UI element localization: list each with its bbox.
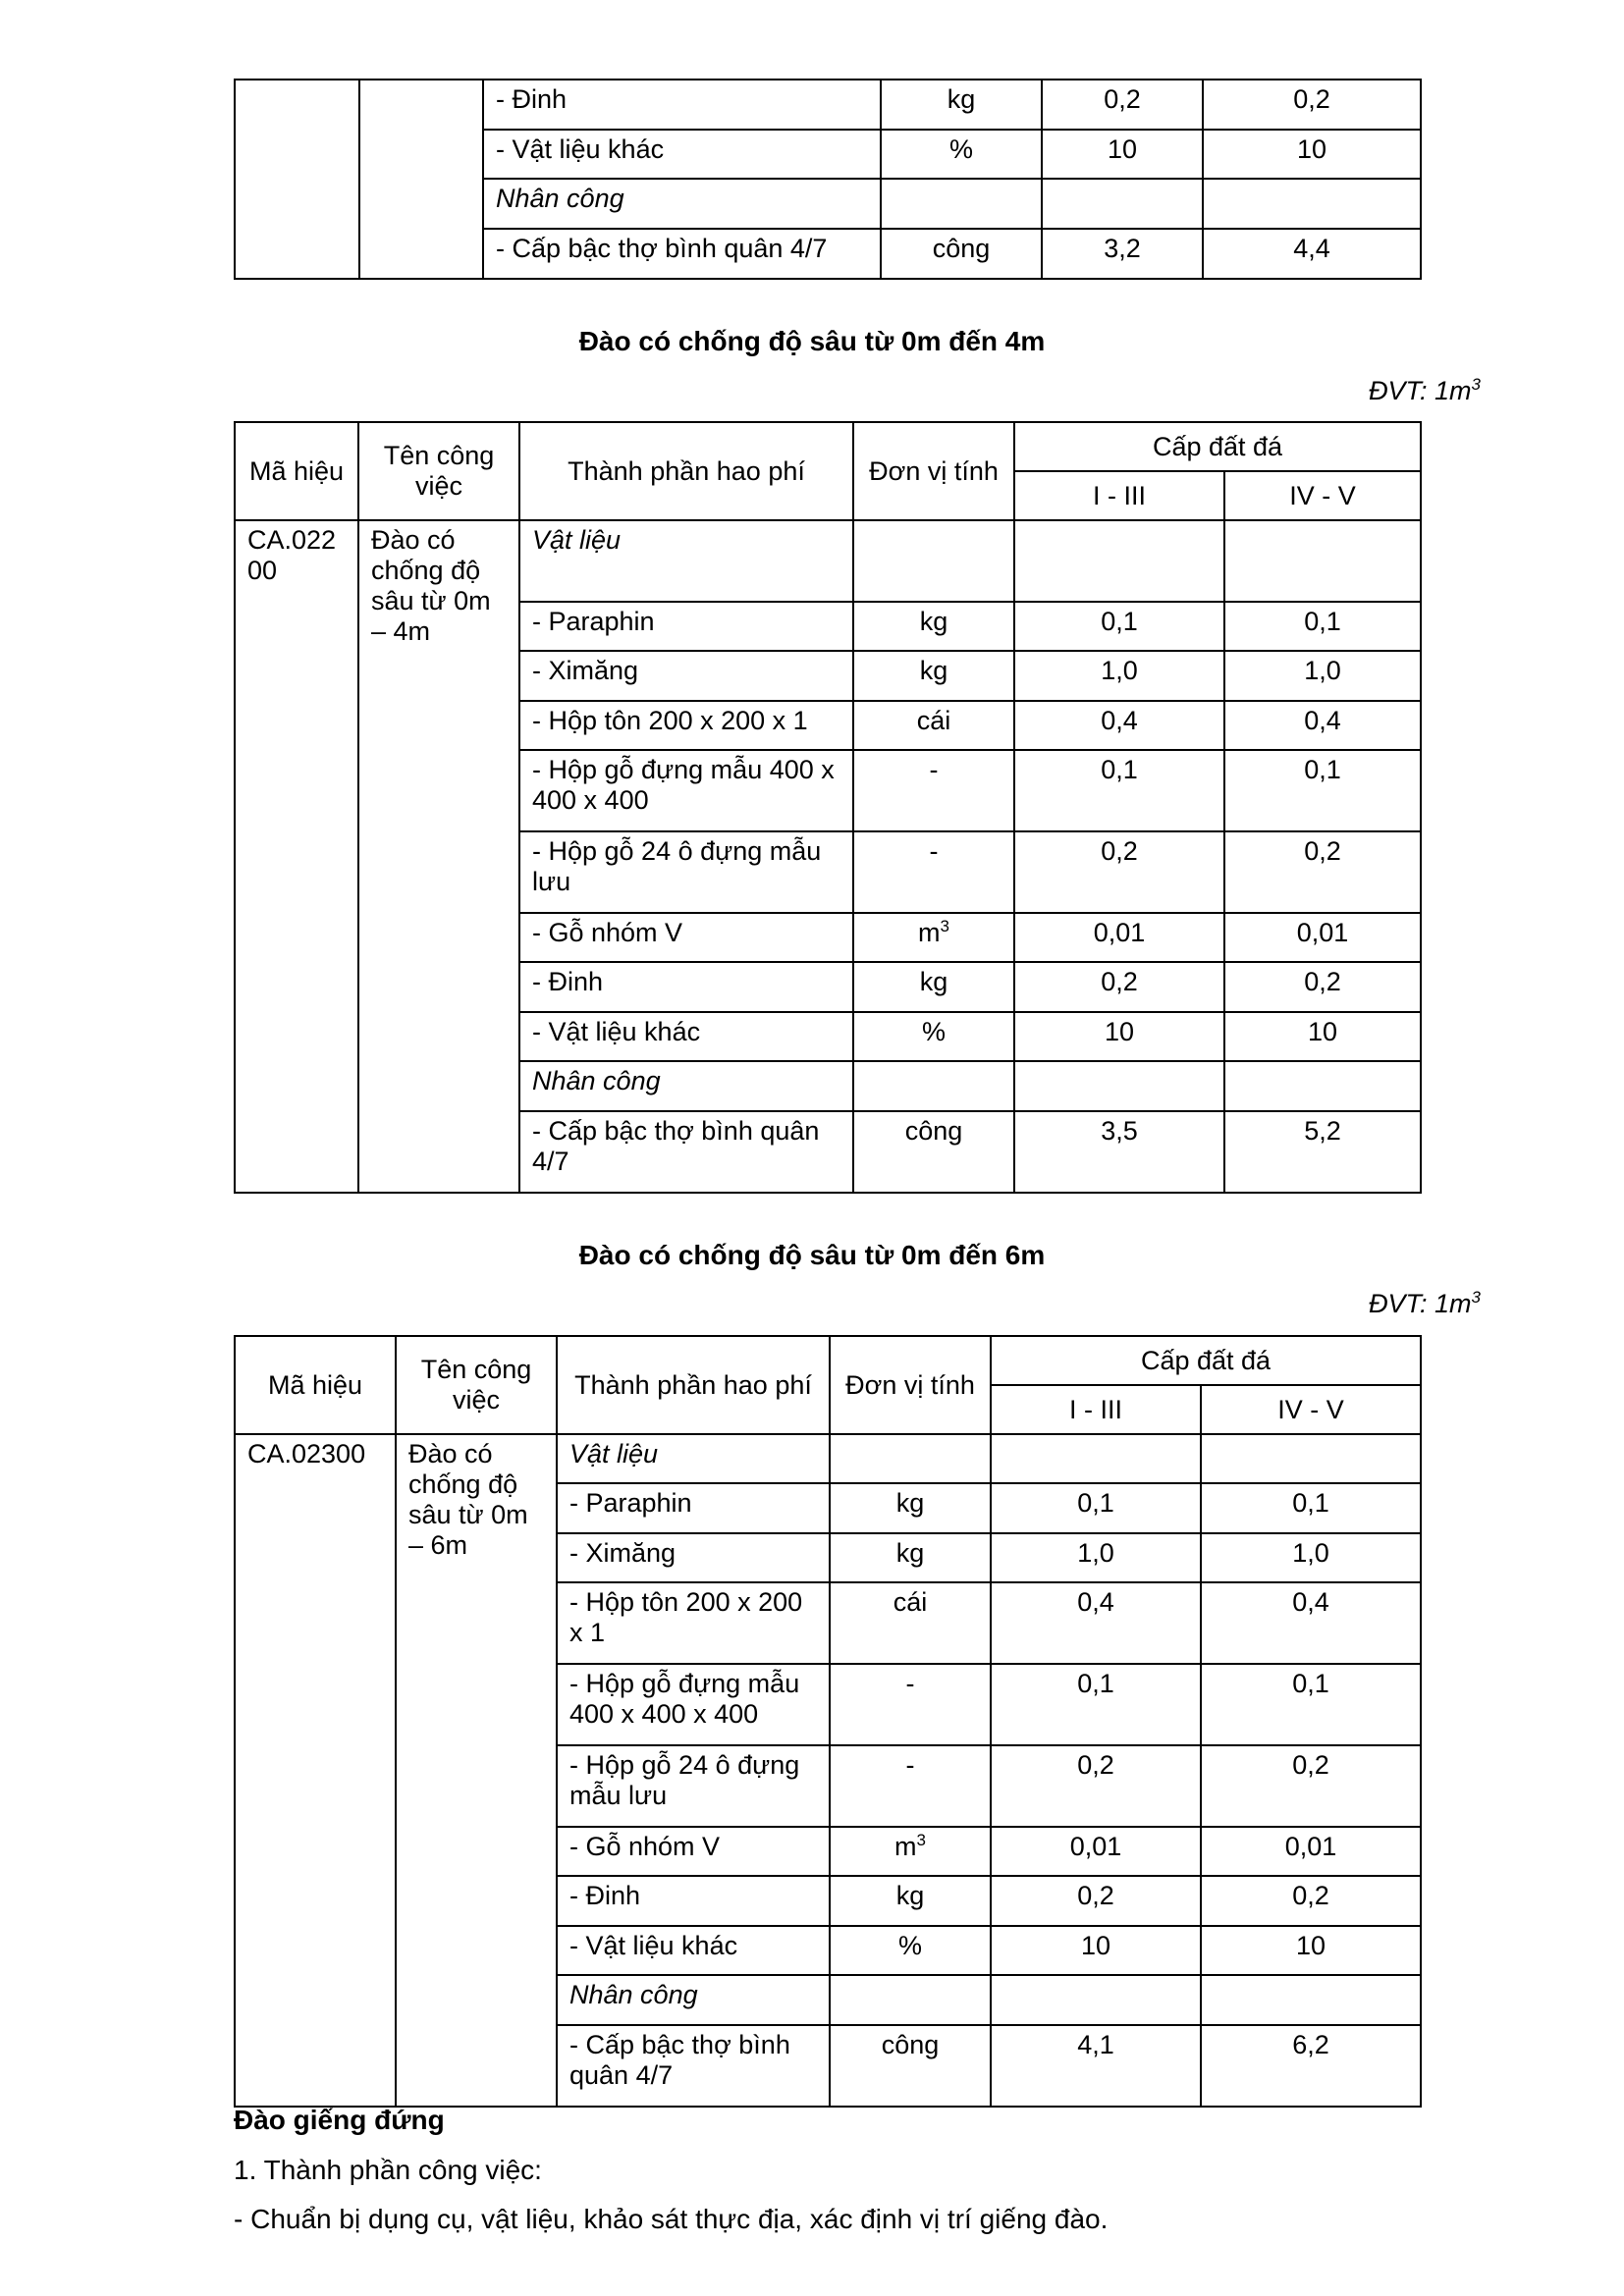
header-work: Tên công việc: [396, 1336, 557, 1434]
value-cell: 10: [1224, 1012, 1421, 1061]
value-cell: 0,1: [1014, 750, 1224, 831]
value-cell: 0,01: [1224, 913, 1421, 962]
unit-cell: %: [830, 1926, 991, 1975]
table-row: [235, 1434, 1421, 1483]
value-cell: 0,01: [991, 1827, 1201, 1876]
component-cell: - Hộp gỗ 24 ô đựng mẫu lưu: [519, 831, 853, 913]
work-cell: Đào có chống độ sâu từ 0m – 4m: [358, 520, 519, 1193]
value-cell: [1042, 179, 1203, 229]
value-cell: 10: [1014, 1012, 1224, 1061]
work-cell: [359, 80, 483, 279]
component-cell: - Đinh: [483, 80, 881, 130]
unit-cell: kg: [853, 651, 1014, 701]
value-cell: [1224, 520, 1421, 602]
header-work: Tên công việc: [358, 422, 519, 520]
header-grade: Cấp đất đá: [1014, 422, 1421, 471]
unit-cell: -: [853, 831, 1014, 913]
unit-cell: kg: [853, 602, 1014, 651]
value-cell: 0,2: [1042, 80, 1203, 130]
value-cell: 0,4: [1201, 1582, 1421, 1664]
unit-cell: -: [830, 1664, 991, 1745]
unit-cell: -: [830, 1745, 991, 1827]
unit-cell: kg: [830, 1876, 991, 1926]
value-cell: 0,4: [991, 1582, 1201, 1664]
value-cell: 0,1: [1224, 750, 1421, 831]
unit-text: m: [894, 1832, 917, 1861]
header-grade-1: I - III: [1014, 471, 1224, 520]
value-cell: [1203, 179, 1421, 229]
value-cell: 0,01: [1014, 913, 1224, 962]
value-cell: 1,0: [1201, 1533, 1421, 1582]
table-row: [235, 520, 1421, 602]
component-cell: Nhân công: [483, 179, 881, 229]
value-cell: 6,2: [1201, 2025, 1421, 2107]
value-cell: 0,2: [1224, 962, 1421, 1012]
header-grade-2: IV - V: [1224, 471, 1421, 520]
paragraph: - Chuẩn bị dụng cụ, vật liệu, khảo sát thực địa, xác định vị trí giếng đào.: [234, 2204, 1109, 2234]
work-cell: Đào có chống độ sâu từ 0m – 6m: [396, 1434, 557, 2107]
value-cell: [1014, 520, 1224, 602]
unit-of-measure: ĐVT: $1m^3$: [1369, 375, 1481, 405]
header-grade-2: IV - V: [1201, 1385, 1421, 1434]
paragraph: 1. Thành phần công việc:: [234, 2155, 542, 2185]
unit-cell: [853, 913, 1014, 962]
unit-superscript: 3: [940, 917, 949, 935]
code-cell: CA.022 00: [235, 520, 358, 1193]
value-cell: 0,2: [1203, 80, 1421, 130]
value-cell: 0,1: [1014, 602, 1224, 651]
value-cell: 0,01: [1201, 1827, 1421, 1876]
value-cell: 10: [991, 1926, 1201, 1975]
value-cell: 0,1: [991, 1664, 1201, 1745]
value-cell: 3,2: [1042, 229, 1203, 279]
unit-cell: [853, 520, 1014, 602]
component-cell: - Paraphin: [557, 1483, 830, 1533]
component-cell: - Đinh: [519, 962, 853, 1012]
unit-cell: [881, 179, 1042, 229]
unit-text: m: [918, 918, 941, 947]
unit-cell: cái: [830, 1582, 991, 1664]
value-cell: 0,2: [1201, 1745, 1421, 1827]
component-cell: Vật liệu: [519, 520, 853, 602]
value-cell: 1,0: [1014, 651, 1224, 701]
header-unit: Đơn vị tính: [853, 422, 1014, 520]
component-cell: - Gỗ nhóm V: [519, 913, 853, 962]
value-cell: 10: [1201, 1926, 1421, 1975]
value-cell: [991, 1975, 1201, 2025]
unit-cell: [830, 1827, 991, 1876]
value-cell: 3,5: [1014, 1111, 1224, 1193]
section-title: Đào có chống độ sâu từ 0m đến 6m: [578, 1240, 1046, 1270]
component-cell: - Hộp gỗ 24 ô đựng mẫu lưu: [557, 1745, 830, 1827]
code-cell: [235, 80, 359, 279]
header-code: Mã hiệu: [235, 1336, 396, 1434]
value-cell: 10: [1042, 130, 1203, 179]
header-grade-1: I - III: [991, 1385, 1201, 1434]
subsection-heading: Đào giếng đứng: [234, 2105, 445, 2135]
unit-superscript: 3: [916, 1831, 926, 1849]
value-cell: 0,2: [1014, 962, 1224, 1012]
component-cell: Nhân công: [557, 1975, 830, 2025]
header-unit: Đơn vị tính: [830, 1336, 991, 1434]
unit-cell: [853, 1061, 1014, 1111]
component-cell: - Cấp bậc thợ bình quân 4/7: [519, 1111, 853, 1193]
unit-of-measure: ĐVT: $1m^3$: [1369, 1288, 1481, 1318]
value-cell: 1,0: [1224, 651, 1421, 701]
component-cell: - Vật liệu khác: [483, 130, 881, 179]
component-cell: - Gỗ nhóm V: [557, 1827, 830, 1876]
unit-cell: kg: [881, 80, 1042, 130]
continuation-table: [234, 79, 1422, 280]
value-cell: 0,1: [991, 1483, 1201, 1533]
component-cell: - Vật liệu khác: [557, 1926, 830, 1975]
unit-cell: kg: [830, 1533, 991, 1582]
header-grade: Cấp đất đá: [991, 1336, 1421, 1385]
component-cell: - Đinh: [557, 1876, 830, 1926]
value-cell: 0,2: [991, 1745, 1201, 1827]
component-cell: - Hộp gỗ đựng mẫu 400 x 400 x 400: [557, 1664, 830, 1745]
value-cell: 0,1: [1201, 1483, 1421, 1533]
value-cell: 5,2: [1224, 1111, 1421, 1193]
value-cell: 10: [1203, 130, 1421, 179]
unit-cell: %: [881, 130, 1042, 179]
value-cell: 0,1: [1224, 602, 1421, 651]
component-cell: - Ximăng: [557, 1533, 830, 1582]
norm-table-6m: [234, 1335, 1422, 2108]
header-component: Thành phần hao phí: [557, 1336, 830, 1434]
component-cell: - Cấp bậc thợ bình quân 4/7: [557, 2025, 830, 2107]
component-cell: - Cấp bậc thợ bình quân 4/7: [483, 229, 881, 279]
unit-cell: kg: [853, 962, 1014, 1012]
unit-cell: %: [853, 1012, 1014, 1061]
header-component: Thành phần hao phí: [519, 422, 853, 520]
unit-cell: -: [853, 750, 1014, 831]
value-cell: 0,4: [1224, 701, 1421, 750]
unit-cell: công: [830, 2025, 991, 2107]
unit-cell: [830, 1434, 991, 1483]
value-cell: 0,2: [1224, 831, 1421, 913]
unit-cell: [830, 1975, 991, 2025]
component-cell: - Hộp tôn 200 x 200 x 1: [557, 1582, 830, 1664]
value-cell: [1201, 1434, 1421, 1483]
section-title: Đào có chống độ sâu từ 0m đến 4m: [578, 326, 1046, 356]
component-cell: - Ximăng: [519, 651, 853, 701]
unit-cell: kg: [830, 1483, 991, 1533]
value-cell: 0,2: [1201, 1876, 1421, 1926]
component-cell: - Paraphin: [519, 602, 853, 651]
value-cell: 4,1: [991, 2025, 1201, 2107]
header-code: Mã hiệu: [235, 422, 358, 520]
value-cell: 1,0: [991, 1533, 1201, 1582]
code-cell: CA.02300: [235, 1434, 396, 2107]
unit-cell: công: [853, 1111, 1014, 1193]
norm-table-4m: [234, 421, 1422, 1194]
value-cell: [1224, 1061, 1421, 1111]
value-cell: 0,2: [991, 1876, 1201, 1926]
value-cell: 0,1: [1201, 1664, 1421, 1745]
value-cell: [991, 1434, 1201, 1483]
unit-cell: cái: [853, 701, 1014, 750]
value-cell: 0,4: [1014, 701, 1224, 750]
component-cell: - Hộp tôn 200 x 200 x 1: [519, 701, 853, 750]
unit-cell: công: [881, 229, 1042, 279]
value-cell: [1014, 1061, 1224, 1111]
value-cell: 4,4: [1203, 229, 1421, 279]
component-cell: Vật liệu: [557, 1434, 830, 1483]
component-cell: Nhân công: [519, 1061, 853, 1111]
component-cell: - Hộp gỗ đựng mẫu 400 x 400 x 400: [519, 750, 853, 831]
component-cell: - Vật liệu khác: [519, 1012, 853, 1061]
value-cell: [1201, 1975, 1421, 2025]
value-cell: 0,2: [1014, 831, 1224, 913]
